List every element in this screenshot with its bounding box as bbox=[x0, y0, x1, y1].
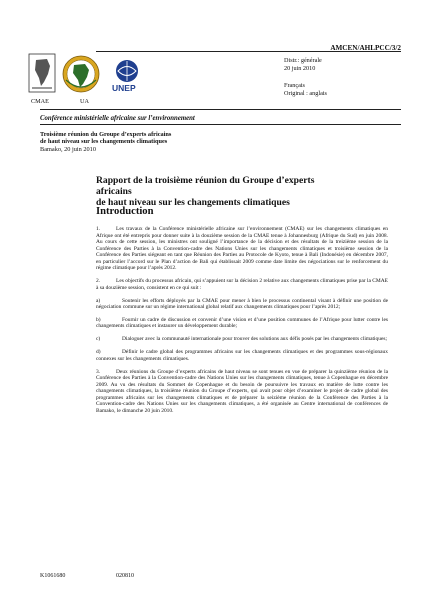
meeting-place-date: Bamako, 20 juin 2010 bbox=[40, 145, 96, 153]
report-title-line2: de haut niveau sur les changements climatiques bbox=[96, 197, 290, 209]
footer-document-number: K1061680 bbox=[40, 573, 66, 579]
original-language: Original : anglais bbox=[284, 89, 327, 97]
paragraph-number: 2. bbox=[96, 278, 101, 285]
report-title bbox=[96, 175, 336, 209]
list-item-marker: b) bbox=[96, 316, 101, 323]
document-date: 20 juin 2010 bbox=[284, 65, 316, 73]
cmae-logo-icon bbox=[27, 52, 57, 96]
ua-logo-caption: UA bbox=[80, 98, 89, 105]
cmae-logo-caption: CMAE bbox=[31, 98, 49, 105]
document-body bbox=[96, 226, 388, 421]
paragraph-text: Deux réunions du Groupe d’experts africains de haut niveau se sont tenues en vue de préparer la quinzième réunion de la Conférence des Parties à la Convention-cadre des Nations Unies sur les changements climatiques, tenue à Copenhague en décembre 2009. Au vu des résultats du Sommet de Copenhague et du besoin de poursuivre les travaux en matière de lutte contre les changements climatiques, la troisième réunion du Groupe d’experts, qui avait pour objet d’examiner le projet de cadre global des programmes africains sur les changements climatiques et de préparer la seizième réunion de la Conférence des Parties à la Convention-cadre des Nations Unies sur les changements climatiques, a été organisée au Centre international de conférences de Bamako, le dimanche 20 juin 2010. bbox=[96, 368, 388, 414]
header-rule-lower bbox=[40, 124, 401, 125]
african-union-logo-icon bbox=[60, 54, 102, 94]
header-rule-top bbox=[96, 51, 401, 52]
unep-logo-icon bbox=[111, 58, 143, 84]
list-item-marker: c) bbox=[96, 336, 101, 343]
logo-area bbox=[27, 52, 145, 110]
footer-date-code: 020810 bbox=[116, 573, 134, 579]
paragraph-number: 3. bbox=[96, 368, 101, 375]
document-symbol: AMCEN/AHLPCC/3/2 bbox=[330, 44, 401, 52]
list-item-a bbox=[96, 298, 388, 311]
introduction-heading: Introduction bbox=[96, 206, 154, 217]
list-item-text: Soutenir les efforts déployés par la CMAE pour mener à bien le processus continental visant à définir une position de négociation commune sur un régime international global relatif aux changements climatiques pour l’après 2012; bbox=[96, 297, 388, 311]
paragraph-text: Les objectifs du processus africain, qui s’appuient sur la décision 2 relative aux changements climatiques prise par la CMAE à sa douzième session, consistent en ce qui suit : bbox=[96, 278, 388, 291]
list-item-c bbox=[96, 336, 388, 343]
meeting-title-line1: Troisième réunion du Groupe d’experts africains bbox=[40, 131, 172, 138]
list-item-text: Définir le cadre global des programmes africains sur les changements climatiques et des programmes sous-régionaux connexes sur les changements climatiques. bbox=[96, 349, 388, 362]
list-item-b bbox=[96, 317, 388, 330]
list-item-marker: a) bbox=[96, 297, 101, 304]
language-label: Français bbox=[284, 81, 305, 89]
header-rule-upper bbox=[40, 109, 401, 110]
unep-logo-caption: UNEP bbox=[112, 83, 136, 93]
report-title-line1: Rapport de la troisième réunion du Groupe d’experts africains bbox=[96, 175, 315, 198]
list-item-marker: d) bbox=[96, 349, 101, 356]
list-item-d bbox=[96, 349, 388, 362]
list-item-text: Fournir un cadre de discussion et convenir d’une vision et d’une position communes de l’Afrique pour lutter contre les changements climatiques et instaurer un développement durable; bbox=[96, 316, 388, 330]
paragraph-1 bbox=[96, 226, 388, 272]
paragraph-text: Les travaux de la Conférence ministérielle africaine sur l’environnement (CMAE) sur les changements climatiques en Afrique ont été entrepris pour donner suite à la douzième session de la CMAE tenue à Johannesburg (Afrique du Sud) en juin 2008. Au cours de cette session, les ministres ont souligné l’importance de la décision et des résultats de la treizième session de la Conférence des Parties à la Convention-cadre des Nations Unies sur les changements climatiques et troisième session de la Conférence des Parties siégeant en tant que Réunion des Parties au Protocole de Kyoto, tenue à Bali (Indonésie) en décembre 2007, en particulier l’accord sur le Plan d’action de Bali qui établissait 2009 comme date limite des négociations sur le renforcement du régime climatique pour l’après 2012. bbox=[96, 226, 388, 272]
distribution-label: Distr.: générale bbox=[284, 57, 322, 64]
paragraph-3 bbox=[96, 369, 388, 415]
meeting-info bbox=[40, 131, 270, 153]
distribution-block bbox=[284, 57, 327, 98]
list-item-text: Dialoguer avec la communauté internationale pour trouver des solutions aux défis posés par les changements climatiques; bbox=[122, 336, 387, 343]
conference-title: Conférence ministérielle africaine sur l’environnement bbox=[40, 115, 195, 122]
meeting-title-line2: de haut niveau sur les changements climatiques bbox=[40, 138, 168, 146]
paragraph-2 bbox=[96, 278, 388, 291]
paragraph-number: 1. bbox=[96, 226, 101, 232]
